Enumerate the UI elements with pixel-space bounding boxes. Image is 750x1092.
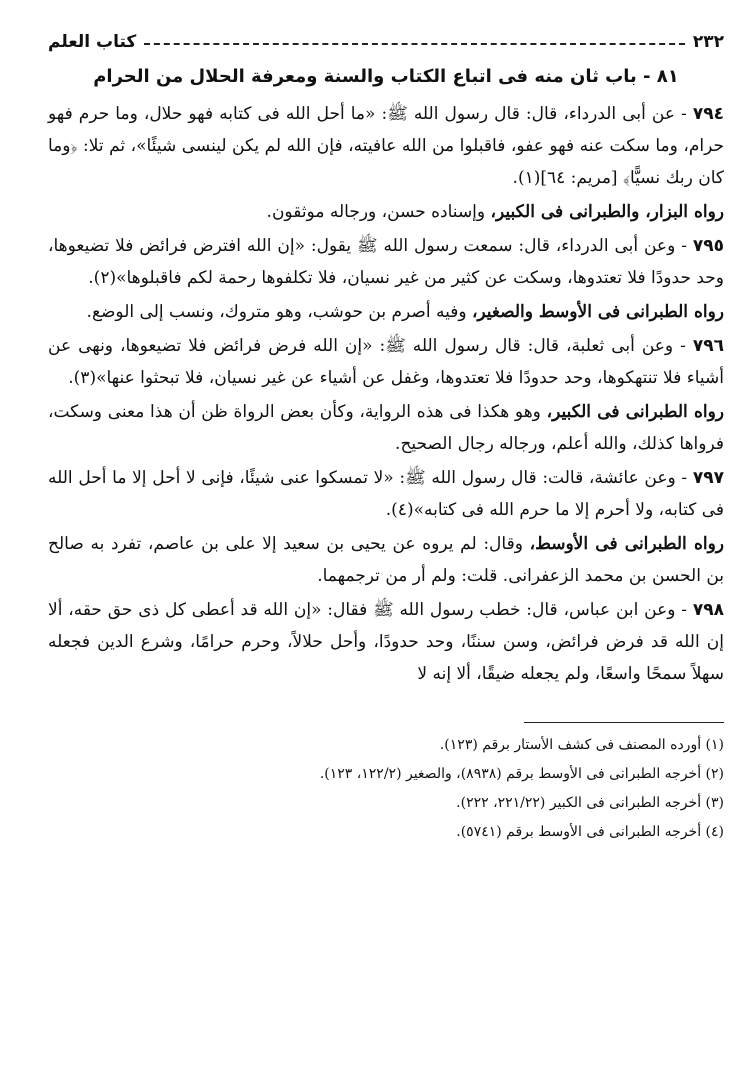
source-label: رواه الطبرانى فى الأوسط، [529,534,725,554]
book-title: كتاب العلم [48,32,137,52]
hadith-number: ٧٩٦ [692,336,724,356]
hadith-798 [48,594,724,690]
hadith-795-source [48,296,724,328]
footnote-4: (٤) أخرجه الطبرانى فى الأوسط برقم (٥٧٤١). [456,824,724,840]
source-label: رواه الطبرانى فى الكبير، [546,402,724,422]
source-text: وهو هكذا فى هذه الرواية، وكأن بعض الرواة ظن أن هذا معنى وسكت، فرواها كذلك، والله أعلم، ورجاله رجال الصحيح. [48,402,724,454]
header-divider [144,43,685,45]
footnote-divider [524,722,724,723]
page [48,28,724,847]
hadith-number: ٧٩٥ [692,236,724,256]
hadith-text: - وعن عائشة، قالت: قال رسول الله ﷺ: «لا تمسكوا عنى شيئًا، فإنى لا أحل إلا ما أحل الله فى كتابه، ولا أحرم إلا ما حرم الله فى كتابه»(٤). [48,468,724,520]
hadith-797-source [48,528,724,592]
hadith-number: ٧٩٤ [692,104,724,124]
footnote-1: (١) أورده المصنف فى كشف الأستار برقم (١٢٣). [439,737,724,753]
source-text: وفيه أصرم بن حوشب، وهو متروك، ونسب إلى الوضع. [86,302,472,322]
source-text: وإسناده حسن، ورجاله موثقون. [266,202,491,222]
source-label: رواه الطبرانى فى الأوسط والصغير، [471,302,724,322]
hadith-794 [48,98,724,194]
hadith-796 [48,330,724,394]
chapter-title: ٨١ - باب ثان منه فى اتباع الكتاب والسنة ومعرفة الحلال من الحرام [93,66,679,87]
hadith-text: - وعن ابن عباس، قال: خطب رسول الله ﷺ فقال: «إن الله قد أعطى كل ذى حق حقه، ألا إن الله قد فرض فرائض، وسن سننًا، وحد حدودًا، وأحل حلالاً، وحرم حرامًا، وشرع الدين فجعله سهلاً سمحًا واسعًا، ولم يجعله ضيقًا، ألا إنه لا [48,600,724,684]
hadith-number: ٧٩٨ [692,600,724,620]
hadith-797 [48,462,724,526]
page-header [48,28,724,56]
hadith-795 [48,230,724,294]
hadith-text: - عن أبى الدرداء، قال: قال رسول الله ﷺ: «ما أحل الله فى كتابه فهو حلال، وما حرم فهو حرام، وما سكت عنه فهو عفو، فاقبلوا من الله عافيته، فإن الله لم يكن لينسى شيئًا»، ثم تلا: ﴿وما كان ربك نسيًّا﴾ [مريم: ٦٤](١). [48,104,724,188]
source-label: رواه البزار، والطبرانى فى الكبير، [490,202,724,222]
footnote-2: (٢) أخرجه الطبرانى فى الأوسط برقم (٨٩٣٨)، والصغير (١٢٢/٢، ١٢٣). [319,766,724,782]
hadith-796-source [48,396,724,460]
hadith-text: - وعن أبى الدرداء، قال: سمعت رسول الله ﷺ يقول: «إن الله افترض فرائض فلا تضيعوها، وحد حدودًا فلا تعتدوها، وسكت عن كثير من غير نسيان، فلا تكلفوها رحمة لكم فاقبلوها»(٢). [48,236,724,288]
page-number: ٢٣٢ [692,32,724,52]
hadith-794-source [48,196,724,228]
hadith-text: - وعن أبى ثعلبة، قال: قال رسول الله ﷺ: «إن الله فرض فرائض فلا تضيعوها، ونهى عن أشياء فلا تنتهكوها، وحد حدودًا فلا تعتدوها، وغفل عن أشياء عن غير نسيان، فلا تبحثوا عنها»(٣). [48,336,724,388]
footnote-3: (٣) أخرجه الطبرانى فى الكبير (٢٢١/٢٢، ٢٢٢). [456,795,724,811]
hadith-number: ٧٩٧ [692,468,724,488]
source-text: وقال: لم يروه عن يحيى بن سعيد إلا على بن عاصم، تفرد به صالح بن الحسن بن محمد الزعفرانى. قلت: ولم أر من ترجمهما. [48,534,724,586]
